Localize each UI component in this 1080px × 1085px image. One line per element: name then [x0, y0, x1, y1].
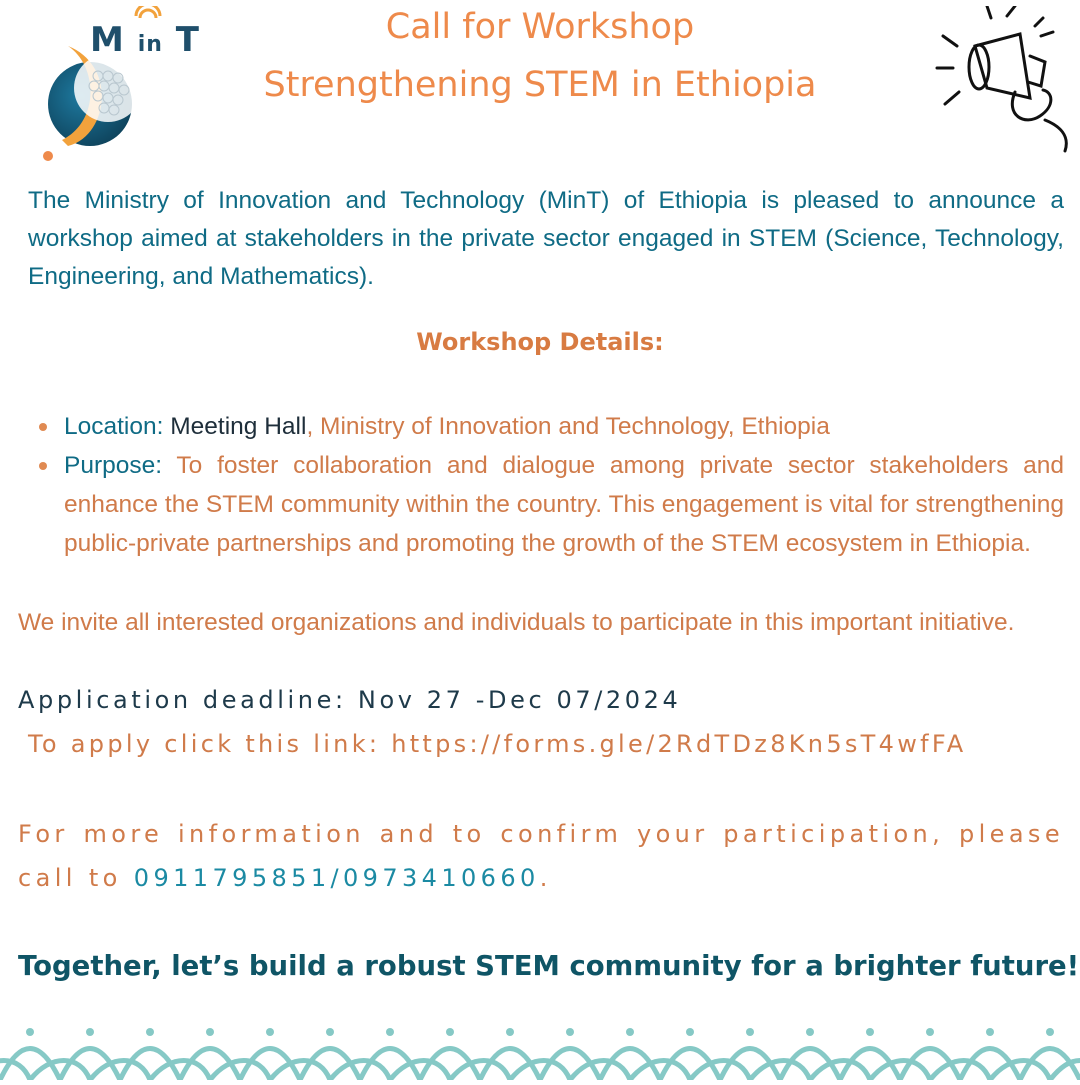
decorative-border	[0, 1018, 1080, 1080]
contact-end: .	[539, 864, 552, 892]
detail-location	[28, 407, 1064, 446]
intro-paragraph: The Ministry of Innovation and Technology (MinT) of Ethiopia is pleased to announce a workshop aimed at stakeholders in the private sector engaged in STEM (Science, Technology, Engineering, and Mathematics).	[28, 187, 1064, 290]
apply-link[interactable]: To apply click this link: https://forms.gle/2RdTDz8Kn5sT4wfFA	[28, 730, 967, 758]
location-label: Location:	[64, 413, 164, 440]
details-list	[28, 407, 1064, 563]
closing-tagline: Together, let’s build a robust STEM community for a brighter future!	[18, 950, 1080, 982]
logo-wordmark: M in T	[90, 20, 200, 60]
contact-text: For more information and to confirm your participation, please call to	[18, 820, 1064, 892]
details-heading: Workshop Details:	[416, 328, 664, 356]
purpose-label: Purpose:	[64, 452, 163, 479]
megaphone-illustration	[935, 6, 1075, 156]
title-line-2: Strengthening STEM in Ethiopia	[263, 65, 817, 105]
title-line-1: Call for Workshop	[385, 7, 695, 47]
detail-purpose	[28, 446, 1064, 563]
purpose-text: To foster collaboration and dialogue among private sector stakeholders and enhance the STEM community within the country. This engagement is vital for strengthening public-private partnerships and promoting the growth of the STEM ecosystem in Ethiopia.	[64, 452, 1064, 557]
megaphone-icon	[935, 6, 1075, 156]
application-deadline: Application deadline: Nov 27 -Dec 07/2024	[18, 686, 682, 714]
wave-pattern-icon	[0, 1018, 1080, 1080]
invite-paragraph: We invite all interested organizations and individuals to participate in this important initiative.	[18, 609, 1015, 636]
location-hall: Meeting Hall	[170, 413, 307, 440]
location-rest: , Ministry of Innovation and Technology, Ethiopia	[306, 413, 830, 440]
contact-info	[18, 812, 1064, 900]
contact-phones[interactable]: 0911795851/0973410660	[133, 864, 540, 892]
page-title	[150, 0, 930, 112]
